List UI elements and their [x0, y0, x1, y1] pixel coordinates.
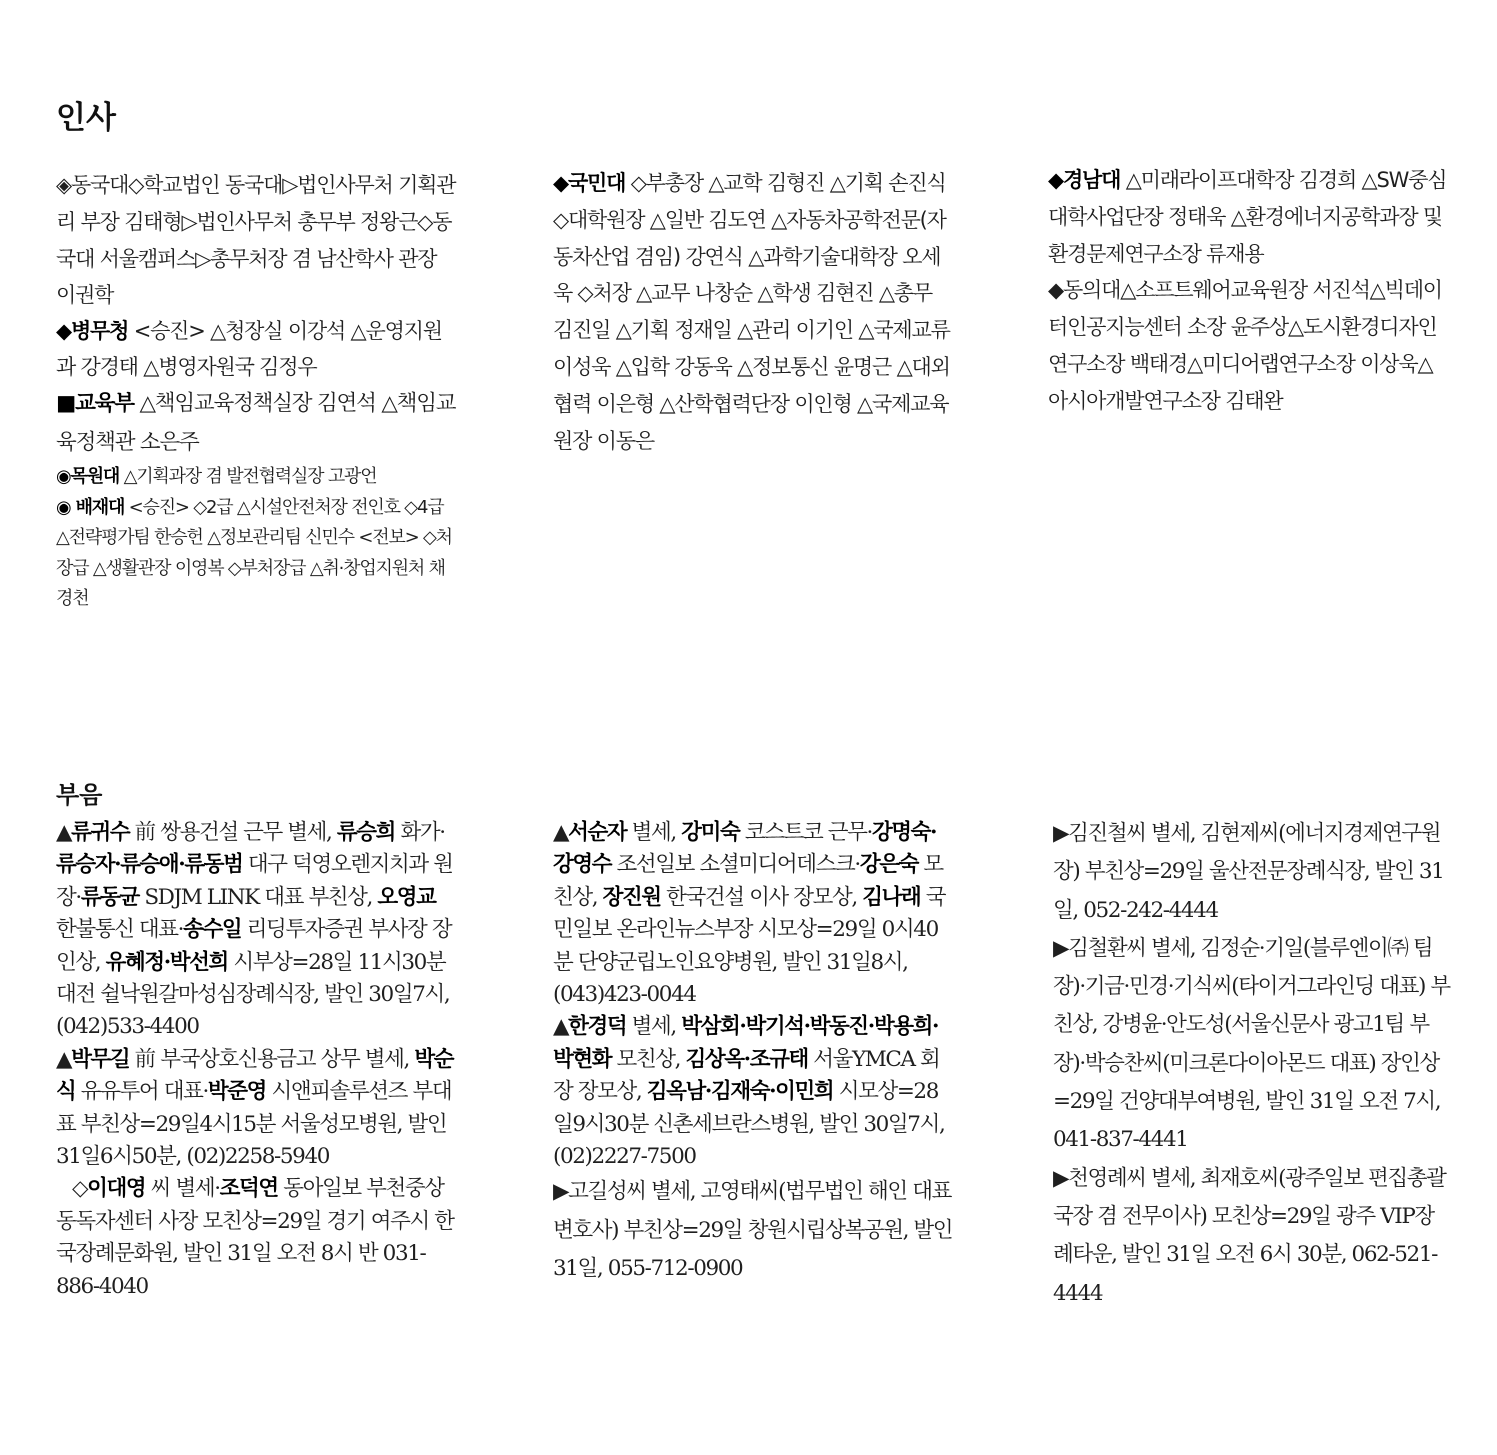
obituary-column-3 — [1053, 815, 1453, 1313]
personnel-heading: 인사 — [56, 100, 116, 136]
org-name: ◉ 배재대 — [56, 496, 125, 518]
personnel-entry-dongguk: ◈동국대◇학교법인 동국대▷법인사무처 기획관리 부장 김태형▷법인사무처 총무부 정왕근◇동국대 서울캠퍼스▷총무처장 겸 남산학사 관장 이권학 — [56, 173, 456, 308]
obituary-column-1 — [56, 817, 456, 1303]
obituary-entry: ◇이대영 씨 별세·조덕연 동아일보 부천중상동독자센터 사장 모친상=29일 경기 여주시 한국장례문화원, 발인 31일 오전 8시 반 031-886-4040 — [56, 1176, 454, 1299]
personnel-entry-dongeui: ◆동의대△소프트웨어교육원장 서진석△빅데이터인공지능센터 소장 윤주상△도시환경디자인연구소장 백태경△미디어랩연구소장 이상욱△아시아개발연구소장 김태완 — [1048, 278, 1442, 413]
obituary-entry: ▶김철환씨 별세, 김정순·기일(블루엔이㈜ 팀장)·기금·민경·기식씨(타이거그라인딩 대표) 부친상, 강병윤·안도성(서울신문사 광고1팀 부장)·박승찬씨(미크론다이아몬드 대표) 장인상=29일 건양대부여병원, 발인 31일 오전 7시, 041-837-4441 — [1053, 935, 1450, 1153]
obituary-column-2 — [553, 817, 953, 1288]
obituary-entry: ▲박무길 前 부국상호신용금고 상무 별세, 박순식 유유투어 대표·박준영 시앤피솔루션즈 부대표 부친상=29일4시15분 서울성모병원, 발인 31일6시50분, (02)2258-5940 — [56, 1046, 454, 1170]
personnel-entry-moe: ■교육부 △책임교육정책실장 김연석 △책임교육정책관 소은주 — [56, 391, 456, 455]
obituary-heading: 부음 — [56, 781, 103, 809]
org-name: ◆병무청 — [56, 319, 129, 344]
personnel-entry-mma: ◆병무청 <승진> △청장실 이강석 △운영지원과 강경태 △병영자원국 김정우 — [56, 319, 442, 379]
obituary-entry: ▶고길성씨 별세, 고영태씨(법무법인 해인 대표변호사) 부친상=29일 창원시립상복공원, 발인 31일, 055-712-0900 — [553, 1179, 953, 1282]
personnel-entry-kyungnam: ◆경남대 △미래라이프대학장 김경희 △SW중심대학사업단장 정태욱 △환경에너지공학과장 및 환경문제연구소장 류재용 — [1048, 168, 1447, 266]
personnel-entry-kookmin: ◆국민대 ◇부총장 △교학 김형진 △기획 손진식 ◇대학원장 △일반 김도연 △자동차공학전문(자동차산업 겸임) 강연식 △과학기술대학장 오세욱 ◇처장 △교무 나창순 △학생 김현진 △총무 김진일 △기획 정재일 △관리 이기인 △국제교류 이성욱 △입학 강동욱 △정보통신 윤명근 △대외협력 이은형 △산학협력단장 이인형 △국제교육원장 이동은 — [553, 171, 950, 453]
org-name: ◆국민대 — [553, 171, 626, 195]
obituary-entry: ▲한경덕 별세, 박삼회·박기석·박동진·박용희·박현화 모친상, 김상옥·조규태 서울YMCA 회장 장모상, 김옥남·김재숙·이민희 시모상=28일9시30분 신촌세브란스병원, 발인 30일7시, (02)2227-7500 — [553, 1014, 945, 1170]
personnel-entry-paichai: ◉ 배재대 <승진> ◇2급 △시설안전처장 전인호 ◇4급 △전략평가팀 한승헌 △정보관리팀 신민수 <전보> ◇처장급 △생활관장 이영복 ◇부처장급 △취·창업지원처 채경천 — [56, 496, 452, 610]
personnel-column-2 — [553, 165, 953, 459]
obituary-entry: ▶천영례씨 별세, 최재호씨(광주일보 편집총괄국장 겸 전무이사) 모친상=29일 광주 VIP장례타운, 발인 31일 오전 6시 30분, 062-521-4444 — [1053, 1165, 1446, 1306]
obituary-entry: ▲서순자 별세, 강미숙 코스트코 근무·강명숙·강영수 조선일보 소셜미디어데스크·강은숙 모친상, 장진원 한국건설 이사 장모상, 김나래 국민일보 온라인뉴스부장 시모상=29일 0시40분 단양군립노인요양병원, 발인 31일8시, (043)423-0044 — [553, 820, 946, 1008]
personnel-entry-mokwon: ◉목원대 △기획과장 겸 발전협력실장 고광언 — [56, 466, 377, 488]
personnel-column-1 — [56, 167, 456, 615]
org-name: ◉목원대 — [56, 466, 120, 488]
obituary-entry: ▲류귀수 前 쌍용건설 근무 별세, 류승희 화가·류승자·류승애·류동범 대구 덕영오렌지치과 원장·류동균 SDJM LINK 대표 부친상, 오영교 한불통신 대표·송수일 리딩투자증권 부사장 장인상, 유혜정·박선희 시부상=28일 11시30분 대전 쉴낙원갈마성심장례식장, 발인 30일7시, (042)533-4400 — [56, 820, 453, 1040]
org-name: ■교육부 — [56, 391, 134, 417]
org-name: ◆경남대 — [1048, 168, 1121, 192]
personnel-column-3 — [1048, 162, 1448, 420]
obituary-entry: ▶김진철씨 별세, 김현제씨(에너지경제연구원장) 부친상=29일 울산전문장례식장, 발인 31일, 052-242-4444 — [1053, 821, 1444, 923]
